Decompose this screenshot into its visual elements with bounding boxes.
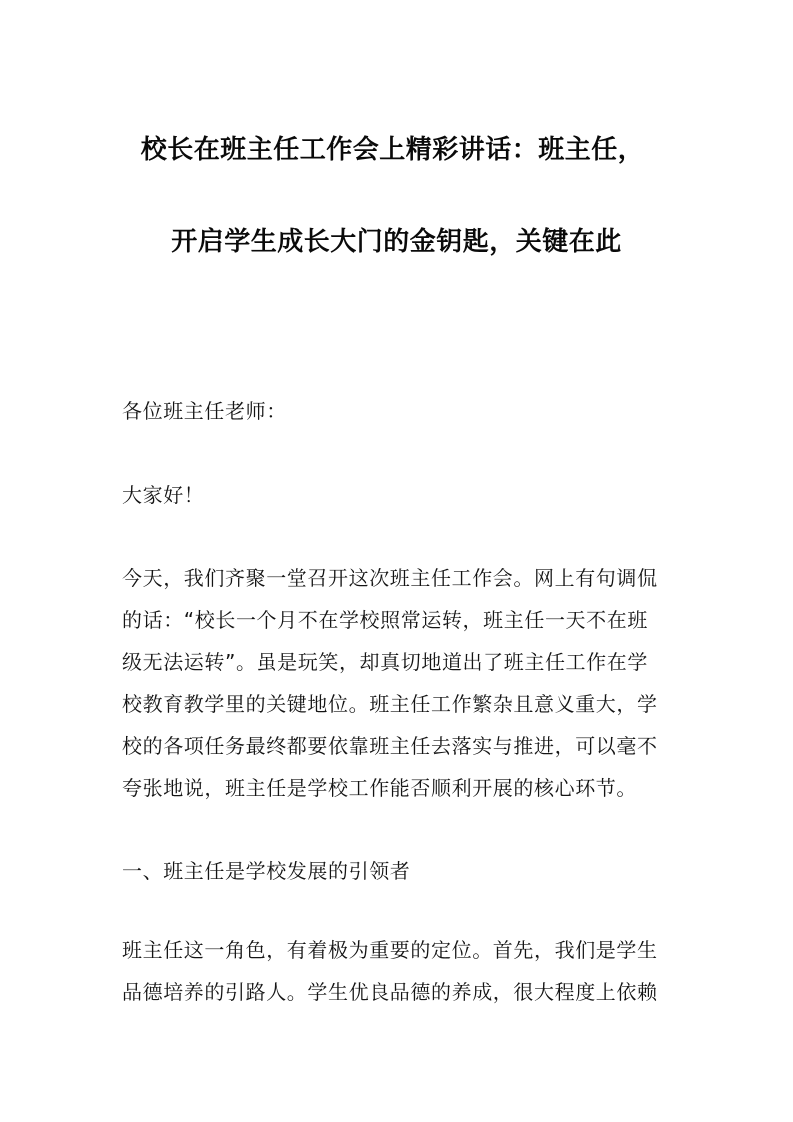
paragraph-section-1	[122, 929, 674, 1013]
paragraph-line: 校教育教学里的关键地位。班主任工作繁杂且意义重大，学	[122, 692, 658, 716]
greeting	[122, 474, 674, 516]
paragraph-intro	[122, 557, 674, 809]
paragraph-line: 级无法运转”。虽是玩笑，却真切地道出了班主任工作在学	[122, 650, 648, 674]
section-heading-text: 一、班主任是学校发展的引领者	[122, 859, 411, 883]
salutation	[122, 390, 674, 432]
greeting-text: 大家好！	[122, 483, 205, 507]
section-heading-1	[122, 850, 674, 892]
document-title-line-1: 校长在班主任工作会上精彩讲话：班主任，	[140, 135, 645, 165]
paragraph-line: 今天，我们齐聚一堂召开这次班主任工作会。网上有句调侃	[122, 566, 658, 590]
paragraph-line: 夸张地说，班主任是学校工作能否顺利开展的核心环节。	[122, 776, 637, 800]
paragraph-line: 校的各项任务最终都要依靠班主任去落实与推进，可以毫不	[122, 734, 658, 758]
paragraph-line: 的话：“校长一个月不在学校照常运转，班主任一天不在班	[122, 608, 648, 632]
paragraph-line: 品德培养的引路人。学生优良品德的养成，很大程度上依赖	[122, 980, 658, 1004]
paragraph-line: 班主任这一角色，有着极为重要的定位。首先，我们是学生	[122, 938, 658, 962]
salutation-text: 各位班主任老师：	[122, 399, 287, 423]
document-title-line-2: 开启学生成长大门的金钥匙，关键在此	[171, 227, 622, 257]
